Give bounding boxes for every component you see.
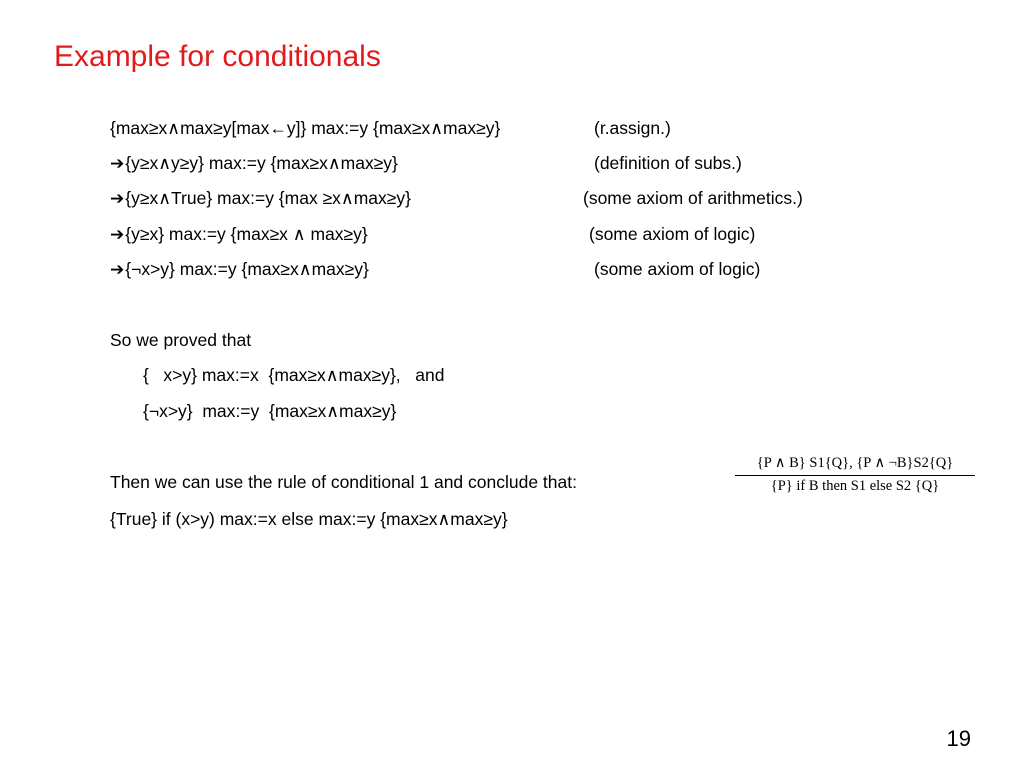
- proved-triple-2: {¬x>y} max:=y {max≥x∧max≥y}: [143, 401, 397, 421]
- slide-title: Example for conditionals: [54, 40, 381, 73]
- derivation-justification: (some axiom of logic): [594, 259, 761, 279]
- page-number: 19: [946, 726, 971, 751]
- proved-triple-1: { x>y} max:=x {max≥x∧max≥y}, and: [143, 365, 445, 385]
- derivation-line: [110, 117, 500, 139]
- derivation-formula: {y≥x∧True} max:=y {max ≥x∧max≥y}: [125, 188, 411, 208]
- implies-arrow-icon: ➔: [110, 154, 125, 173]
- derivation-formula: {¬x>y} max:=y {max≥x∧max≥y}: [125, 259, 369, 279]
- conclusion-result: {True} if (x>y) max:=x else max:=y {max≥x∧max≥y}: [110, 509, 508, 529]
- rule-premises: {P ∧ B} S1{Q}, {P ∧ ¬B}S2{Q}: [756, 455, 954, 471]
- rule-conclusion: {P} if B then S1 else S2 {Q}: [770, 478, 940, 494]
- rule-divider: [735, 475, 975, 476]
- derivation-formula: {y≥x} max:=y {max≥x ∧ max≥y}: [125, 224, 368, 244]
- derivation-line: [110, 258, 369, 281]
- derivation-justification: (some axiom of arithmetics.): [583, 188, 803, 208]
- proved-intro: So we proved that: [110, 330, 252, 350]
- derivation-justification: (definition of subs.): [594, 153, 742, 173]
- conditional-rule: [735, 455, 975, 495]
- derivation-justification: (some axiom of logic): [589, 224, 756, 244]
- derivation-line: [110, 223, 368, 246]
- derivation-formula: {y≥x∧y≥y} max:=y {max≥x∧max≥y}: [125, 153, 398, 173]
- derivation-justification: (r.assign.): [594, 118, 671, 138]
- derivation-line: [110, 152, 398, 175]
- derivation-line: [110, 187, 411, 210]
- implies-arrow-icon: ➔: [110, 260, 125, 279]
- implies-arrow-icon: ➔: [110, 189, 125, 208]
- implies-arrow-icon: ➔: [110, 225, 125, 244]
- conclusion-intro: Then we can use the rule of conditional 1 and conclude that:: [110, 472, 577, 492]
- derivation-formula: {max≥x∧max≥y[max←y]} max:=y {max≥x∧max≥y}: [110, 118, 501, 138]
